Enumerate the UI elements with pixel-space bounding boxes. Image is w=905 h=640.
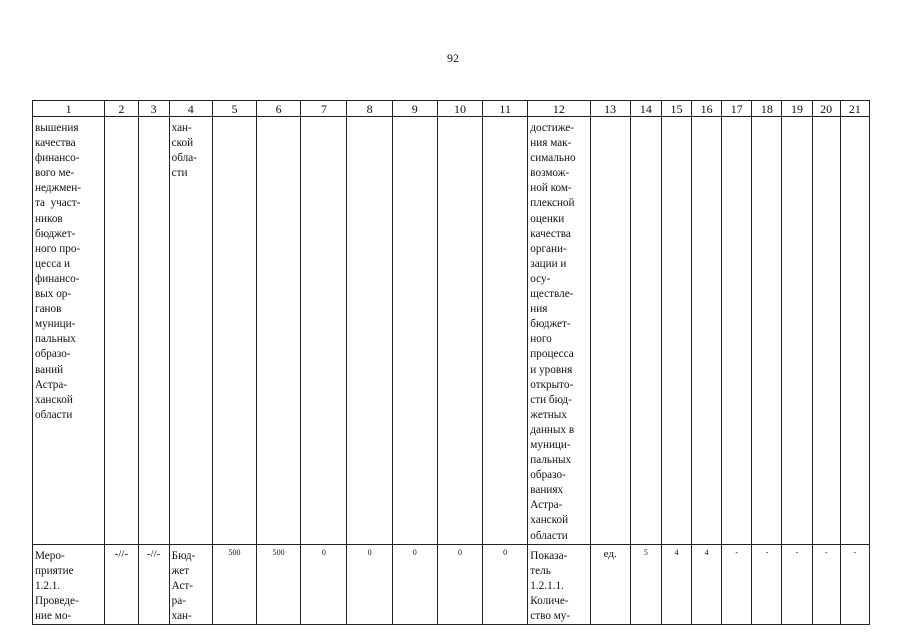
- cell: [722, 117, 752, 545]
- cell: [812, 544, 840, 624]
- cell: [528, 117, 590, 545]
- cell: [722, 544, 752, 624]
- cell: [812, 117, 840, 545]
- col-header: 10: [437, 101, 482, 117]
- cell: [33, 544, 105, 624]
- cell: [212, 544, 256, 624]
- indicator-text: Показа- тель 1.2.1.1. Количе- ство му-: [530, 549, 571, 622]
- cell: [301, 544, 347, 624]
- funding-source-text: Бюд- жет Аст- ра- хан-: [171, 549, 196, 622]
- col-header: 7: [301, 101, 347, 117]
- cell: [257, 117, 301, 545]
- cell: [138, 544, 169, 624]
- cell: [392, 117, 437, 545]
- col-header: 13: [590, 101, 630, 117]
- value-cell: 5: [643, 547, 648, 557]
- cell: [692, 544, 722, 624]
- col-header: 3: [138, 101, 169, 117]
- cell: [169, 117, 212, 545]
- col-header: 15: [661, 101, 691, 117]
- table-row: [33, 117, 870, 545]
- table-row: [33, 544, 870, 624]
- cell: [105, 117, 138, 545]
- col-header: 1: [33, 101, 105, 117]
- cell: [782, 117, 812, 545]
- value-cell: 500: [228, 547, 241, 557]
- col-header: 19: [782, 101, 812, 117]
- col-header: 5: [212, 101, 256, 117]
- cell: [33, 117, 105, 545]
- cell: [483, 544, 528, 624]
- value-cell: 4: [674, 547, 679, 557]
- cell: [105, 544, 138, 624]
- value-cell: -: [765, 547, 769, 557]
- ditto-mark: -//-: [114, 547, 129, 560]
- activity-text: Меро- приятие 1.2.1. Проведе- ние мо-: [35, 549, 79, 622]
- cell: [661, 117, 691, 545]
- col-header: 21: [840, 101, 869, 117]
- cell: [347, 117, 392, 545]
- indicator-text: достиже- ния мак- симально возмож- ной ком- плексной оценки качества органи- зации и осу- ществле- ния бюджет- ного процесса и уровня открыто- сти бюд- жетных данных в муници- пальных образо- ваниях Астра- ханской области: [530, 122, 576, 542]
- col-header: 9: [392, 101, 437, 117]
- value-cell: 0: [412, 547, 417, 557]
- col-header: 18: [752, 101, 782, 117]
- cell: [528, 544, 590, 624]
- col-header: 12: [528, 101, 590, 117]
- cell: [257, 544, 301, 624]
- value-cell: -: [735, 547, 739, 557]
- col-header: 14: [630, 101, 661, 117]
- cell: [590, 544, 630, 624]
- value-cell: -: [853, 547, 857, 557]
- cell: [661, 544, 691, 624]
- col-header: 8: [347, 101, 392, 117]
- cell: [347, 544, 392, 624]
- value-cell: -: [795, 547, 799, 557]
- cell: [169, 544, 212, 624]
- cell: [437, 544, 482, 624]
- ditto-mark: -//-: [146, 547, 161, 560]
- value-cell: 0: [367, 547, 372, 557]
- col-header: 20: [812, 101, 840, 117]
- cell: [590, 117, 630, 545]
- cell: [692, 117, 722, 545]
- value-cell: 0: [503, 547, 508, 557]
- cell: [138, 117, 169, 545]
- funding-source-text: хан- ской обла- сти: [171, 122, 197, 180]
- cell: [437, 117, 482, 545]
- data-table: [32, 100, 870, 625]
- cell: [301, 117, 347, 545]
- cell: [392, 544, 437, 624]
- goal-text: вышения качества финансо- вого ме- неджмен- та участ- ников бюджет- ного про- цесса и финансо- вых ор- ганов муници- пальных образо- ваний Астра- ханской области: [35, 122, 81, 421]
- cell: [782, 544, 812, 624]
- value-cell: 0: [321, 547, 326, 557]
- col-header: 11: [483, 101, 528, 117]
- cell: [840, 117, 869, 545]
- cell: [752, 544, 782, 624]
- value-cell: 4: [704, 547, 709, 557]
- value-cell: 500: [272, 547, 285, 557]
- col-header: 16: [692, 101, 722, 117]
- col-header: 2: [105, 101, 138, 117]
- col-header: 17: [722, 101, 752, 117]
- cell: [212, 117, 256, 545]
- cell: [840, 544, 869, 624]
- unit-cell: ед.: [603, 547, 617, 560]
- value-cell: -: [824, 547, 828, 557]
- page-number: 92: [447, 51, 459, 65]
- cell: [630, 544, 661, 624]
- col-header: 6: [257, 101, 301, 117]
- col-header: 4: [169, 101, 212, 117]
- cell: [752, 117, 782, 545]
- header-row: [33, 101, 870, 117]
- cell: [630, 117, 661, 545]
- value-cell: 0: [457, 547, 462, 557]
- cell: [483, 117, 528, 545]
